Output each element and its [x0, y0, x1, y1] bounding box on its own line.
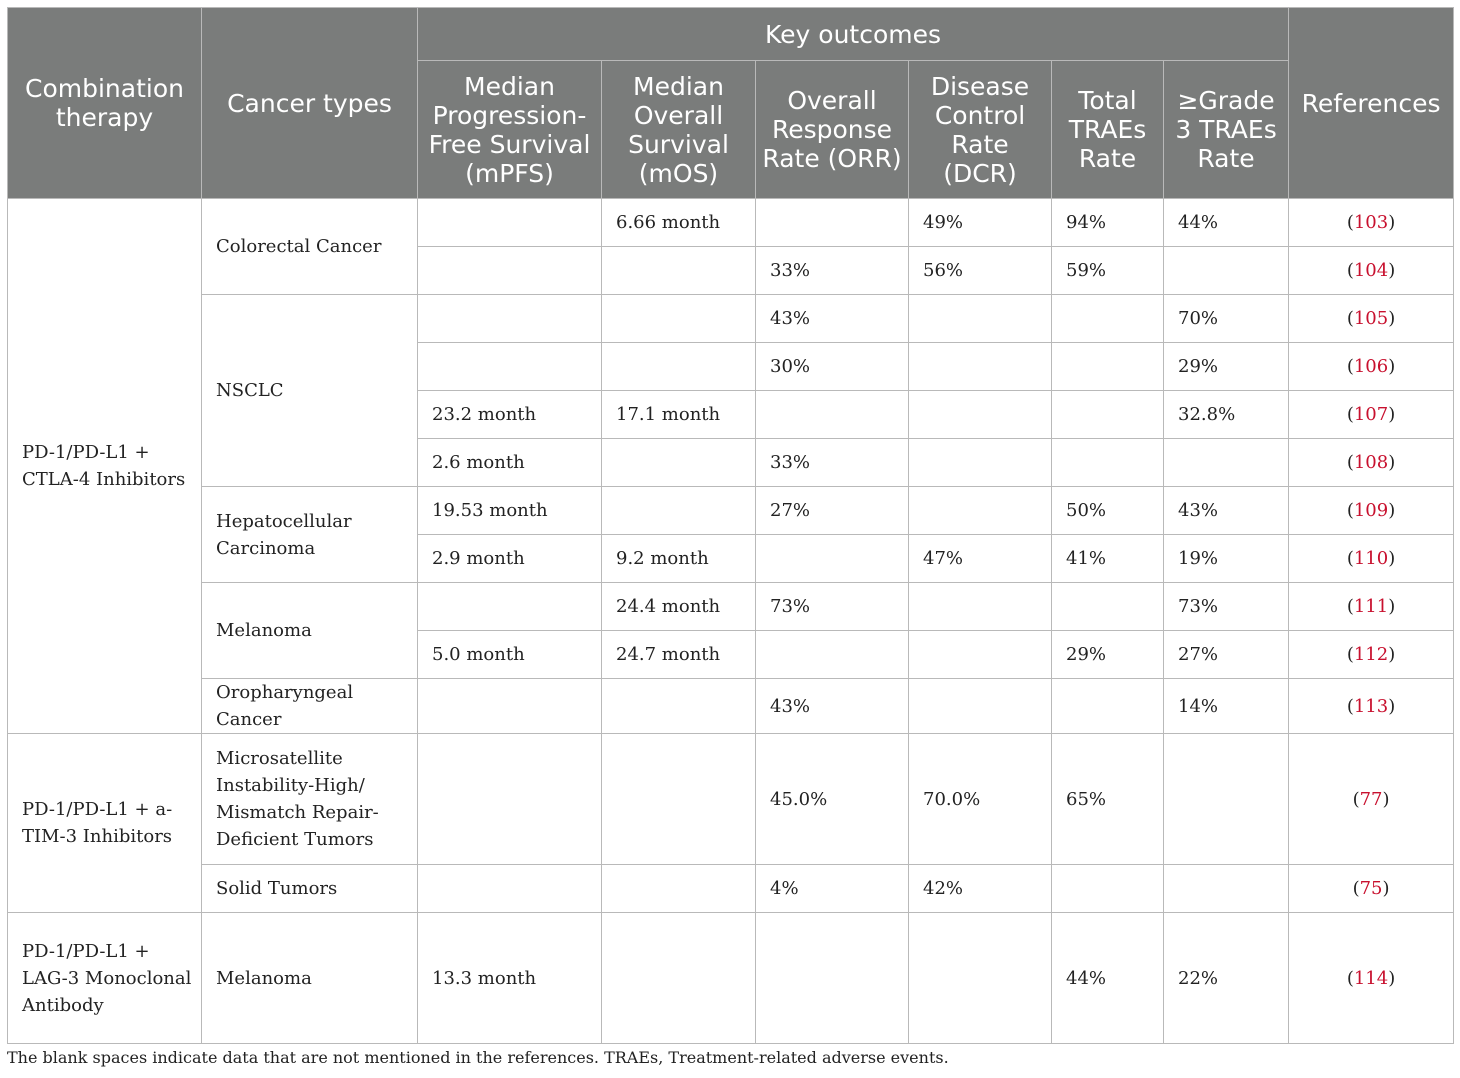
mos-cell: 6.66 month [602, 199, 756, 247]
table-row [8, 487, 1454, 535]
total-traes-cell [1052, 583, 1164, 631]
mpfs-cell [418, 583, 602, 631]
orr-cell: 43% [756, 679, 909, 734]
reference-link[interactable]: 110 [1353, 548, 1389, 569]
header-mos: Median Overall Survival (mOS) [602, 61, 756, 199]
cancer-type-cell: Melanoma [202, 583, 418, 679]
total-traes-cell [1052, 295, 1164, 343]
orr-cell [756, 391, 909, 439]
header-cancer-types: Cancer types [202, 8, 418, 199]
reference-cell: (111) [1289, 583, 1454, 631]
mpfs-cell [418, 679, 602, 734]
reference-link[interactable]: 108 [1353, 452, 1389, 473]
reference-link[interactable]: 104 [1353, 260, 1389, 281]
mpfs-cell: 23.2 month [418, 391, 602, 439]
orr-cell: 4% [756, 865, 909, 913]
reference-cell: (110) [1289, 535, 1454, 583]
outcomes-table [7, 7, 1454, 1044]
mos-cell [602, 865, 756, 913]
combination-cell: PD-1/PD-L1 + CTLA-4 Inhibitors [8, 199, 202, 734]
reference-link[interactable]: 103 [1353, 212, 1389, 233]
dcr-cell [909, 391, 1052, 439]
mpfs-cell: 5.0 month [418, 631, 602, 679]
total-traes-cell: 41% [1052, 535, 1164, 583]
cancer-type-cell: Melanoma [202, 913, 418, 1044]
orr-cell [756, 913, 909, 1044]
reference-cell: (108) [1289, 439, 1454, 487]
dcr-cell: 49% [909, 199, 1052, 247]
orr-cell [756, 199, 909, 247]
grade3-traes-cell [1164, 734, 1289, 865]
reference-link[interactable]: 113 [1353, 695, 1389, 717]
orr-cell: 27% [756, 487, 909, 535]
mos-cell: 17.1 month [602, 391, 756, 439]
total-traes-cell [1052, 865, 1164, 913]
mos-cell [602, 295, 756, 343]
orr-cell: 30% [756, 343, 909, 391]
table-row [8, 734, 1454, 865]
table-row [8, 583, 1454, 631]
reference-cell: (113) [1289, 679, 1454, 734]
reference-link[interactable]: 106 [1353, 356, 1389, 377]
mos-cell [602, 343, 756, 391]
dcr-cell: 47% [909, 535, 1052, 583]
combination-cell: PD-1/PD-L1 + a-TIM-3 Inhibitors [8, 734, 202, 913]
grade3-traes-cell [1164, 865, 1289, 913]
header-total-traes: Total TRAEs Rate [1052, 61, 1164, 199]
reference-cell: (106) [1289, 343, 1454, 391]
total-traes-cell [1052, 391, 1164, 439]
orr-cell [756, 535, 909, 583]
mpfs-cell [418, 865, 602, 913]
dcr-cell: 70.0% [909, 734, 1052, 865]
total-traes-cell: 29% [1052, 631, 1164, 679]
reference-link[interactable]: 114 [1353, 967, 1389, 989]
cancer-type-cell: Solid Tumors [202, 865, 418, 913]
reference-cell: (107) [1289, 391, 1454, 439]
mpfs-cell: 19.53 month [418, 487, 602, 535]
mos-cell: 24.7 month [602, 631, 756, 679]
header-orr: Overall Response Rate (ORR) [756, 61, 909, 199]
mpfs-cell [418, 199, 602, 247]
orr-cell: 43% [756, 295, 909, 343]
dcr-cell [909, 487, 1052, 535]
reference-cell: (114) [1289, 913, 1454, 1044]
cancer-type-cell: Oropharyngeal Cancer [202, 679, 418, 734]
mpfs-cell: 2.9 month [418, 535, 602, 583]
reference-cell: (105) [1289, 295, 1454, 343]
reference-link[interactable]: 111 [1353, 596, 1389, 617]
total-traes-cell: 59% [1052, 247, 1164, 295]
reference-cell: (75) [1289, 865, 1454, 913]
reference-link[interactable]: 107 [1353, 404, 1389, 425]
grade3-traes-cell [1164, 439, 1289, 487]
orr-cell: 33% [756, 247, 909, 295]
table-row [8, 913, 1454, 1044]
cancer-type-cell: NSCLC [202, 295, 418, 487]
mpfs-cell [418, 295, 602, 343]
grade3-traes-cell: 73% [1164, 583, 1289, 631]
mos-cell [602, 487, 756, 535]
total-traes-cell [1052, 439, 1164, 487]
total-traes-cell: 44% [1052, 913, 1164, 1044]
reference-link[interactable]: 77 [1359, 788, 1383, 810]
total-traes-cell: 50% [1052, 487, 1164, 535]
grade3-traes-cell: 22% [1164, 913, 1289, 1044]
mos-cell [602, 439, 756, 487]
reference-link[interactable]: 75 [1359, 878, 1383, 899]
grade3-traes-cell: 29% [1164, 343, 1289, 391]
mos-cell: 24.4 month [602, 583, 756, 631]
combination-cell: PD-1/PD-L1 + LAG-3 Monoclonal Antibody [8, 913, 202, 1044]
grade3-traes-cell: 19% [1164, 535, 1289, 583]
grade3-traes-cell: 70% [1164, 295, 1289, 343]
mos-cell [602, 734, 756, 865]
dcr-cell [909, 439, 1052, 487]
total-traes-cell [1052, 679, 1164, 734]
orr-cell: 33% [756, 439, 909, 487]
cancer-type-cell: Microsatellite Instability-High/ Mismatch Repair-Deficient Tumors [202, 734, 418, 865]
header-key-outcomes: Key outcomes [418, 8, 1289, 61]
grade3-traes-cell: 44% [1164, 199, 1289, 247]
mpfs-cell: 2.6 month [418, 439, 602, 487]
reference-cell: (77) [1289, 734, 1454, 865]
orr-cell: 45.0% [756, 734, 909, 865]
mpfs-cell [418, 734, 602, 865]
grade3-traes-cell: 14% [1164, 679, 1289, 734]
grade3-traes-cell: 32.8% [1164, 391, 1289, 439]
mos-cell [602, 679, 756, 734]
reference-link[interactable]: 105 [1353, 308, 1389, 329]
table-row [8, 199, 1454, 247]
total-traes-cell [1052, 343, 1164, 391]
orr-cell: 73% [756, 583, 909, 631]
header-combination-therapy: Combination therapy [8, 8, 202, 199]
mos-cell [602, 247, 756, 295]
dcr-cell: 56% [909, 247, 1052, 295]
mpfs-cell [418, 247, 602, 295]
dcr-cell [909, 679, 1052, 734]
grade3-traes-cell [1164, 247, 1289, 295]
dcr-cell [909, 913, 1052, 1044]
reference-cell: (109) [1289, 487, 1454, 535]
reference-link[interactable]: 109 [1353, 500, 1389, 521]
mos-cell: 9.2 month [602, 535, 756, 583]
mpfs-cell [418, 343, 602, 391]
reference-link[interactable]: 112 [1353, 644, 1389, 665]
dcr-cell [909, 343, 1052, 391]
dcr-cell: 42% [909, 865, 1052, 913]
header-references: References [1289, 8, 1454, 199]
reference-cell: (103) [1289, 199, 1454, 247]
reference-cell: (112) [1289, 631, 1454, 679]
dcr-cell [909, 583, 1052, 631]
mpfs-cell: 13.3 month [418, 913, 602, 1044]
dcr-cell [909, 295, 1052, 343]
header-dcr: Disease Control Rate (DCR) [909, 61, 1052, 199]
total-traes-cell: 65% [1052, 734, 1164, 865]
table-row [8, 679, 1454, 734]
table-row [8, 865, 1454, 913]
header-mpfs: Median Progression-Free Survival (mPFS) [418, 61, 602, 199]
mos-cell [602, 913, 756, 1044]
header-grade3-traes: ≥Grade 3 TRAEs Rate [1164, 61, 1289, 199]
cancer-type-cell: Colorectal Cancer [202, 199, 418, 295]
dcr-cell [909, 631, 1052, 679]
grade3-traes-cell: 27% [1164, 631, 1289, 679]
table-footnote: The blank spaces indicate data that are not mentioned in the references. TRAEs, Treatment-related adverse events. [7, 1048, 949, 1067]
orr-cell [756, 631, 909, 679]
total-traes-cell: 94% [1052, 199, 1164, 247]
reference-cell: (104) [1289, 247, 1454, 295]
cancer-type-cell: Hepatocellular Carcinoma [202, 487, 418, 583]
table-row [8, 295, 1454, 343]
grade3-traes-cell: 43% [1164, 487, 1289, 535]
